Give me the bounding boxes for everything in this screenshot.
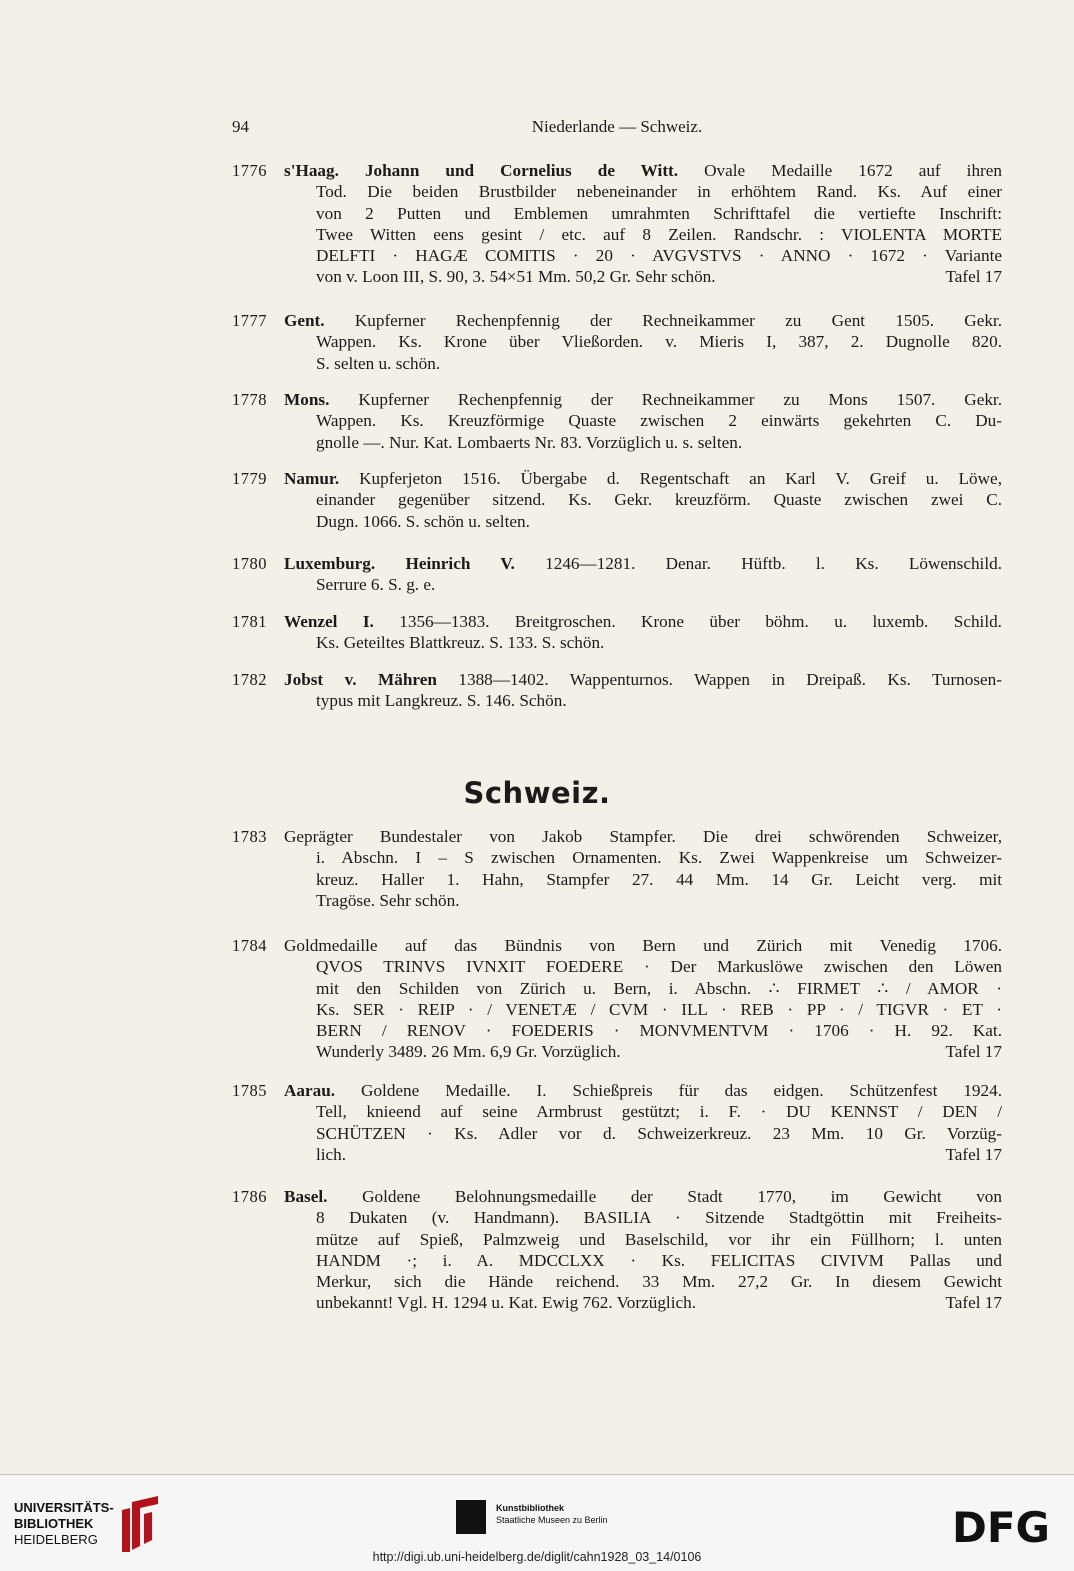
- entry-text: [316, 224, 1002, 245]
- entry-line: [232, 890, 1002, 911]
- entry-number: 1780: [232, 554, 267, 573]
- entry-number: 1782: [232, 670, 267, 689]
- entry-text: [316, 978, 1002, 999]
- entry-text: [316, 203, 1002, 224]
- entry-line: [232, 331, 1002, 352]
- entry-body-text: Kupferner Rechenpfennig der Rechneikammer zu Gent 1505. Gekr.: [324, 311, 1002, 330]
- catalog-entry: [232, 611, 1002, 654]
- catalog-entry: [232, 160, 1002, 288]
- library-name: [14, 1500, 114, 1548]
- entry-line: [232, 999, 1002, 1020]
- entry-line: [232, 1207, 1002, 1228]
- entry-text: [316, 1101, 1002, 1122]
- entry-line: [232, 181, 1002, 202]
- entry-line: [232, 611, 1002, 632]
- kunstbibliothek-logo[interactable]: [456, 1500, 636, 1540]
- entry-number: 1784: [232, 936, 267, 955]
- entry-body-text: Tod. Die beiden Brustbilder nebeneinander in erhöhtem Rand. Ks. Auf einer: [316, 182, 1002, 202]
- entry-body-text: gnolle —. Nur. Kat. Lombaerts Nr. 83. Vorzüglich u. s. selten.: [316, 432, 743, 452]
- entry-line: [232, 1229, 1002, 1250]
- entry-text: [316, 869, 1002, 890]
- entry-heading: Namur.: [284, 469, 340, 488]
- entry-text: [316, 890, 1002, 911]
- entry-text: [316, 690, 1002, 711]
- catalog-entry: [232, 669, 1002, 712]
- entry-text: [316, 353, 1002, 374]
- entry-line: [232, 310, 1002, 331]
- catalog-entry: [232, 310, 1002, 374]
- catalog-entry: [232, 1080, 1002, 1165]
- plate-reference: Tafel 17: [945, 1293, 1002, 1313]
- entry-text: [284, 389, 1002, 410]
- entry-number: 1786: [232, 1187, 267, 1206]
- entry-text: [284, 310, 1002, 331]
- entry-text: [284, 160, 1002, 181]
- entry-text: [316, 511, 1002, 532]
- entry-line: [232, 468, 1002, 489]
- plate-reference: Tafel 17: [945, 267, 1002, 287]
- entry-body-text: unbekannt! Vgl. H. 1294 u. Kat. Ewig 762. Vorzüglich.: [316, 1293, 696, 1313]
- entry-text: [284, 935, 1002, 956]
- entry-heading: Mons.: [284, 390, 330, 409]
- entry-line: [232, 410, 1002, 431]
- entry-text: [316, 1292, 696, 1313]
- entry-text: [316, 410, 1002, 431]
- entry-line: [232, 224, 1002, 245]
- entry-body-text: SCHÜTZEN · Ks. Adler vor d. Schweizerkreuz. 23 Mm. 10 Gr. Vorzüg-: [316, 1123, 1002, 1143]
- entry-line: [232, 669, 1002, 690]
- entry-text: [284, 553, 1002, 574]
- entry-line: [232, 1123, 1002, 1144]
- entry-body-text: 8 Dukaten (v. Handmann). BASILIA · Sitzende Stadtgöttin mit Freiheits-: [316, 1208, 1002, 1228]
- entry-line: [232, 203, 1002, 224]
- entry-line: [232, 266, 1002, 287]
- kunstbibliothek-mark-icon: [456, 1500, 486, 1534]
- entry-body-text: Ks. Geteiltes Blattkreuz. S. 133. S. schön.: [316, 633, 605, 653]
- entry-line: [232, 353, 1002, 374]
- entry-text: [316, 847, 1002, 868]
- catalog-entry: [232, 1186, 1002, 1314]
- entry-body-text: 1388—1402. Wappenturnos. Wappen in Dreipaß. Ks. Turnosen-: [436, 670, 1002, 689]
- entry-line: [232, 1041, 1002, 1062]
- entry-line: [232, 1020, 1002, 1041]
- dfg-logo[interactable]: [952, 1506, 1060, 1546]
- catalog-entry: [232, 468, 1002, 532]
- entry-heading: Basel.: [284, 1187, 328, 1206]
- entry-body-text: BERN / RENOV · FOEDERIS · MONVMENTVM · 1706 · H. 92. Kat.: [316, 1021, 1002, 1041]
- entry-number: 1785: [232, 1081, 267, 1100]
- entry-line: [232, 432, 1002, 453]
- entry-heading: Gent.: [284, 311, 325, 330]
- entry-body-text: Ovale Medaille 1672 auf ihren: [678, 161, 1002, 180]
- entry-body-text: i. Abschn. I – S zwischen Ornamenten. Ks. Zwei Wappenkreise um Schweizer-: [316, 848, 1002, 868]
- entry-text: [316, 1144, 346, 1165]
- entry-text: [316, 632, 1002, 653]
- entry-line: [232, 956, 1002, 977]
- entry-text: [284, 468, 1002, 489]
- entry-body-text: 1356—1383. Breitgroschen. Krone über böhm. u. luxemb. Schild.: [373, 612, 1002, 631]
- entry-number: 1779: [232, 469, 267, 488]
- entry-body-text: Dugn. 1066. S. schön u. selten.: [316, 511, 530, 531]
- entry-body-text: Tell, knieend auf seine Armbrust gestützt; i. F. · DU KENNST / DEN /: [316, 1102, 1002, 1122]
- plate-reference: Tafel 17: [945, 1042, 1002, 1062]
- entry-line: [232, 389, 1002, 410]
- entry-line: [232, 160, 1002, 181]
- entry-body-text: Goldene Medaille. I. Schießpreis für das eidgen. Schützenfest 1924.: [335, 1081, 1002, 1100]
- entry-body-text: Kupferjeton 1516. Übergabe d. Regentschaft an Karl V. Greif u. Löwe,: [339, 469, 1002, 488]
- entry-line: [232, 1080, 1002, 1101]
- entry-text: [316, 181, 1002, 202]
- entry-line: [232, 1144, 1002, 1165]
- entry-body-text: HANDM ·; i. A. MDCCLXX · Ks. FELICITAS CIVIVM Pallas und: [316, 1250, 1002, 1270]
- entry-body-text: Wappen. Ks. Kreuzförmige Quaste zwischen 2 einwärts gekehrten C. Du-: [316, 411, 1002, 431]
- catalog-entry: [232, 389, 1002, 453]
- entry-text: [284, 611, 1002, 632]
- entry-body-text: Wunderly 3489. 26 Mm. 6,9 Gr. Vorzüglich.: [316, 1042, 621, 1062]
- catalog-entry: [232, 553, 1002, 596]
- entry-body-text: typus mit Langkreuz. S. 146. Schön.: [316, 691, 567, 711]
- entry-body-text: mit den Schilden von Zürich u. Bern, i. Abschn. ∴ FIRMET ∴ / AMOR ·: [316, 978, 1002, 998]
- dfg-logo-text: DFG: [952, 1506, 1051, 1546]
- entry-text: [316, 1207, 1002, 1228]
- entry-body-text: Kupferner Rechenpfennig der Rechneikammer zu Mons 1507. Gekr.: [329, 390, 1002, 409]
- entry-number: 1781: [232, 612, 267, 631]
- entry-heading: Wenzel I.: [284, 612, 374, 631]
- entry-body-text: Goldmedaille auf das Bündnis von Bern und Zürich mit Venedig 1706.: [284, 936, 1002, 955]
- entry-line: [232, 1186, 1002, 1207]
- entry-line: [232, 245, 1002, 266]
- entry-heading: s'Haag. Johann und Cornelius de Witt.: [284, 161, 679, 180]
- library-emblem-icon: [118, 1496, 162, 1552]
- entry-text: [316, 432, 1002, 453]
- entry-line: [232, 869, 1002, 890]
- entry-number: 1783: [232, 827, 267, 846]
- entry-line: [232, 826, 1002, 847]
- university-library-logo[interactable]: [14, 1496, 164, 1556]
- library-name-line2: BIBLIOTHEK: [14, 1516, 94, 1531]
- entry-text: [284, 669, 1002, 690]
- entry-body-text: DELFTI · HAGÆ COMITIS · 20 · AVGVSTVS · ANNO · 1672 · Variante: [316, 246, 1002, 266]
- section-title: Schweiz.: [463, 776, 611, 810]
- entry-body-text: Merkur, sich die Hände reichend. 33 Mm. 27,2 Gr. In diesem Gewicht: [316, 1272, 1002, 1292]
- entry-line: [232, 632, 1002, 653]
- entry-number: 1776: [232, 161, 267, 180]
- entry-text: [284, 826, 1002, 847]
- entry-text: [316, 956, 1002, 977]
- entry-body-text: QVOS TRINVS IVNXIT FOEDERE · Der Markuslöwe zwischen den Löwen: [316, 957, 1002, 977]
- entry-text: [316, 1250, 1002, 1271]
- page-number: 94: [232, 117, 249, 136]
- entry-line: [232, 1101, 1002, 1122]
- entry-text: [316, 574, 1002, 595]
- footer-divider: [0, 1474, 1074, 1475]
- entry-body-text: S. selten u. schön.: [316, 353, 441, 373]
- entry-body-text: mütze auf Spieß, Palmzweig und Baselschild, vor ihr ein Füllhorn; l. unten: [316, 1229, 1002, 1249]
- kunstbibliothek-name: Kunstbibliothek: [496, 1503, 564, 1513]
- entry-body-text: 1246—1281. Denar. Hüftb. l. Ks. Löwenschild.: [514, 554, 1003, 573]
- entry-body-text: einander gegenüber sitzend. Ks. Gekr. kreuzförm. Quaste zwischen zwei C.: [316, 490, 1002, 510]
- entry-body-text: kreuz. Haller 1. Hahn, Stampfer 27. 44 Mm. 14 Gr. Leicht verg. mit: [316, 869, 1002, 889]
- entry-body-text: lich.: [316, 1144, 347, 1164]
- entry-number: 1778: [232, 390, 267, 409]
- entry-text: [316, 489, 1002, 510]
- kunstbibliothek-text: [496, 1502, 608, 1526]
- entry-body-text: von v. Loon III, S. 90, 3. 54×51 Mm. 50,2 Gr. Sehr schön.: [316, 267, 716, 287]
- entry-body-text: Geprägter Bundestaler von Jakob Stampfer. Die drei schwörenden Schweizer,: [284, 827, 1002, 846]
- page-header: [232, 117, 1002, 139]
- entry-text: [316, 1020, 1002, 1041]
- page-url[interactable]: http://digi.ub.uni-heidelberg.de/diglit/cahn1928_03_14/0106: [372, 1550, 702, 1564]
- entry-text: [316, 999, 1002, 1020]
- entry-body-text: Tragöse. Sehr schön.: [316, 890, 460, 910]
- entry-line: [232, 489, 1002, 510]
- entry-text: [284, 1080, 1002, 1101]
- entry-body-text: Ks. SER · REIP · / VENETÆ / CVM · ILL · REB · PP · / TIGVR · ET ·: [316, 999, 1002, 1019]
- entry-text: [316, 1229, 1002, 1250]
- entry-line: [232, 935, 1002, 956]
- entry-body-text: Goldene Belohnungsmedaille der Stadt 1770, im Gewicht von: [327, 1187, 1002, 1206]
- entry-line: [232, 690, 1002, 711]
- entry-line: [232, 574, 1002, 595]
- plate-reference: Tafel 17: [945, 1144, 1002, 1164]
- entry-line: [232, 1292, 1002, 1313]
- entry-text: [316, 266, 716, 287]
- entry-text: [316, 331, 1002, 352]
- entry-line: [232, 1250, 1002, 1271]
- entry-number: 1777: [232, 311, 267, 330]
- catalog-entry: [232, 935, 1002, 1063]
- entry-body-text: Serrure 6. S. g. e.: [316, 575, 436, 595]
- entry-line: [232, 553, 1002, 574]
- entry-heading: Jobst v. Mähren: [284, 670, 437, 689]
- catalog-entry: [232, 826, 1002, 911]
- entry-text: [316, 1041, 621, 1062]
- running-title: Niederlande — Schweiz.: [531, 117, 703, 136]
- entry-body-text: Twee Witten eens gesint / etc. auf 8 Zeilen. Randschr. : VIOLENTA MORTE: [316, 224, 1002, 244]
- entry-line: [232, 978, 1002, 999]
- entry-body-text: Wappen. Ks. Krone über Vließorden. v. Mieris I, 387, 2. Dugnolle 820.: [316, 332, 1002, 352]
- entry-text: [316, 245, 1002, 266]
- library-name-line1: UNIVERSITÄTS-: [14, 1500, 114, 1515]
- entry-line: [232, 847, 1002, 868]
- entry-text: [284, 1186, 1002, 1207]
- entry-text: [316, 1123, 1002, 1144]
- entry-body-text: von 2 Putten und Emblemen umrahmten Schrifttafel die vertiefte Inschrift:: [316, 203, 1002, 223]
- entry-text: [316, 1271, 1002, 1292]
- kunstbibliothek-subtitle: Staatliche Museen zu Berlin: [496, 1515, 608, 1525]
- entry-heading: Aarau.: [284, 1081, 336, 1100]
- entry-line: [232, 1271, 1002, 1292]
- entry-heading: Luxemburg. Heinrich V.: [284, 554, 515, 573]
- entry-line: [232, 511, 1002, 532]
- library-name-line3: HEIDELBERG: [14, 1532, 98, 1547]
